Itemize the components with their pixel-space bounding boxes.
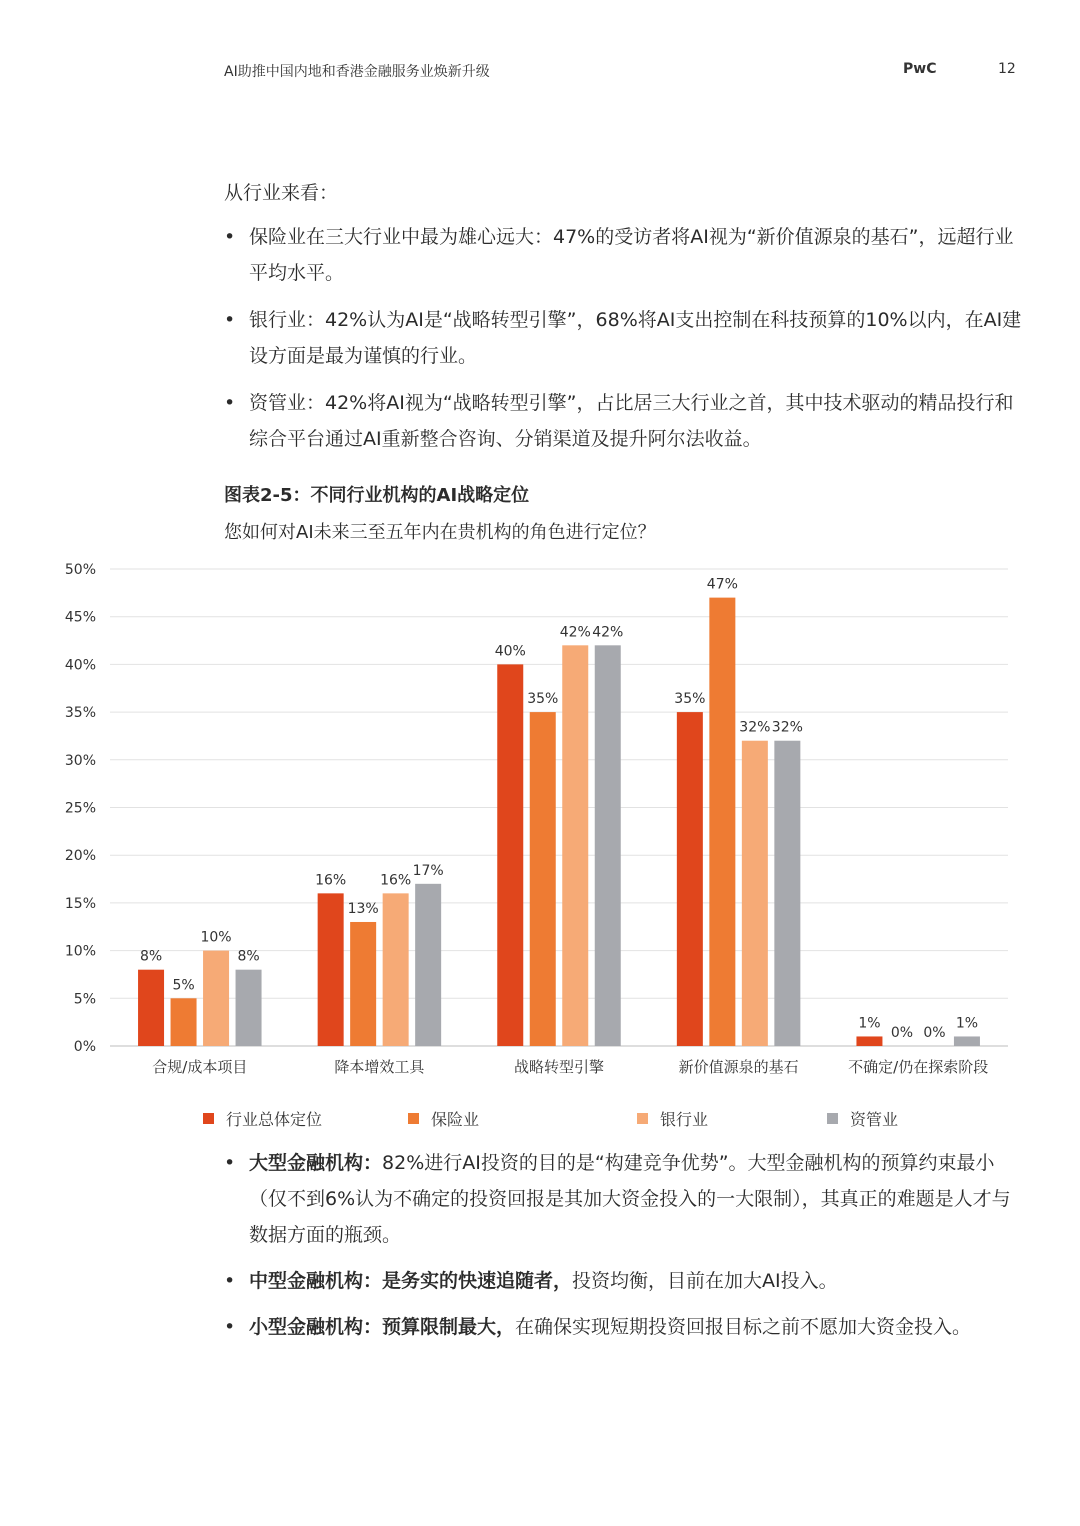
data-label: 1% <box>858 1015 881 1032</box>
y-tick-label: 10% <box>64 943 96 960</box>
figure-subtitle: 您如何对AI未来三至五年内在贵机构的角色进行定位？ <box>224 522 656 543</box>
bar <box>236 970 262 1046</box>
y-tick-label: 35% <box>64 705 96 722</box>
bullet-body: 82%进行AI投资的目的是“构建竞争优势”。大型金融机构的预算约束最小（仅不到6%认为不确定的投资回报是其加大资金投入的一大限制），其真正的难题是人才与数据方面的瓶颈。 <box>249 1152 1011 1246</box>
bar <box>530 712 556 1046</box>
bar <box>203 951 229 1046</box>
bar <box>415 884 441 1046</box>
data-label: 8% <box>139 948 163 965</box>
data-label: 17% <box>412 862 444 879</box>
legend-item-insurance <box>408 1107 479 1130</box>
legend-item-asset-management <box>827 1107 898 1130</box>
bar-chart <box>0 555 1080 1095</box>
legend-swatch <box>408 1113 419 1124</box>
category-label: 降本增效工具 <box>334 1058 425 1076</box>
data-label: 0% <box>890 1025 914 1041</box>
bar <box>350 922 376 1046</box>
legend-item-overall <box>203 1107 322 1130</box>
header-title: AI助推中国内地和香港金融服务业焕新升级 <box>224 64 490 80</box>
bar <box>709 598 735 1046</box>
bullet-body: 投资均衡，目前在加大AI投入。 <box>572 1270 838 1292</box>
data-label: 35% <box>674 691 706 708</box>
data-label: 0% <box>923 1025 946 1041</box>
bullet-banking: • 银行业：42%认为AI是“战略转型引擎”，68%将AI支出控制在科技预算的10%以内，在AI建设方面是最为谨慎的行业。 <box>224 302 1024 374</box>
bullet-small-institutions <box>224 1309 1024 1345</box>
intro-text: 从行业来看： <box>224 182 339 204</box>
data-label: 42% <box>559 624 591 641</box>
y-tick-label: 30% <box>64 752 96 769</box>
data-label: 5% <box>172 977 195 994</box>
bar <box>171 998 197 1046</box>
data-label: 16% <box>315 872 347 889</box>
bar <box>595 645 621 1046</box>
data-label: 32% <box>739 719 771 736</box>
data-label: 47% <box>706 576 738 593</box>
y-tick-label: 0% <box>73 1039 96 1055</box>
bar <box>774 741 800 1046</box>
brand-logo-text: PwC <box>903 61 937 77</box>
legend-swatch <box>827 1113 838 1124</box>
legend-label: 保险业 <box>431 1110 480 1129</box>
data-label: 32% <box>771 719 803 736</box>
legend-label: 银行业 <box>660 1110 709 1129</box>
bullet-insurance: • 保险业在三大行业中最为雄心远大：47%的受访者将AI视为“新价值源泉的基石”，远超行业平均水平。 <box>224 219 1024 291</box>
y-tick-label: 50% <box>64 562 96 578</box>
data-label: 40% <box>494 643 526 660</box>
data-label: 1% <box>955 1015 979 1032</box>
legend-label: 资管业 <box>850 1110 899 1129</box>
page-number: 12 <box>998 61 1016 77</box>
institution-bullet-list <box>224 1145 1024 1355</box>
bar <box>954 1036 980 1046</box>
bullet-bold-lead: 中型金融机构：是务实的快速追随者， <box>249 1270 573 1292</box>
chart-legend <box>0 1107 1080 1131</box>
bullet-bold-lead: 大型金融机构： <box>249 1152 383 1174</box>
category-label: 战略转型引擎 <box>513 1058 605 1076</box>
bar <box>562 645 588 1046</box>
y-tick-label: 40% <box>64 657 96 674</box>
data-label: 10% <box>200 929 232 946</box>
y-tick-label: 25% <box>64 800 96 817</box>
bullet-mid-institutions <box>224 1263 1024 1299</box>
bar <box>497 664 523 1046</box>
data-label: 8% <box>237 948 260 965</box>
y-tick-label: 20% <box>64 848 96 865</box>
data-label: 35% <box>527 691 559 708</box>
bar <box>383 893 409 1046</box>
legend-swatch <box>203 1113 214 1124</box>
y-tick-label: 15% <box>64 895 96 912</box>
figure-title: 图表2-5：不同行业机构的AI战略定位 <box>224 485 530 506</box>
bar <box>677 712 703 1046</box>
legend-swatch <box>637 1113 648 1124</box>
bar <box>318 893 344 1046</box>
legend-item-banking <box>637 1107 708 1130</box>
bullet-asset-management: • 资管业：42%将AI视为“战略转型引擎”，占比居三大行业之首，其中技术驱动的精品投行和综合平台通过AI重新整合咨询、分销渠道及提升阿尔法收益。 <box>224 385 1024 457</box>
y-tick-label: 45% <box>64 609 96 626</box>
category-label: 合规/成本项目 <box>152 1058 248 1076</box>
data-label: 42% <box>592 624 624 641</box>
data-label: 16% <box>380 872 412 889</box>
legend-label: 行业总体定位 <box>226 1110 323 1129</box>
category-label: 不确定/仍在探索阶段 <box>848 1058 989 1076</box>
bar <box>856 1036 882 1046</box>
category-label: 新价值源泉的基石 <box>678 1058 799 1076</box>
y-tick-label: 5% <box>73 991 96 1008</box>
bullet-body: 在确保实现短期投资回报目标之前不愿加大资金投入。 <box>515 1316 972 1338</box>
bar <box>138 970 164 1046</box>
bullet-bold-lead: 小型金融机构：预算限制最大， <box>249 1316 516 1338</box>
bar <box>742 741 768 1046</box>
industry-bullet-list <box>224 219 1024 468</box>
bullet-large-institutions <box>224 1145 1024 1253</box>
data-label: 13% <box>347 900 379 917</box>
